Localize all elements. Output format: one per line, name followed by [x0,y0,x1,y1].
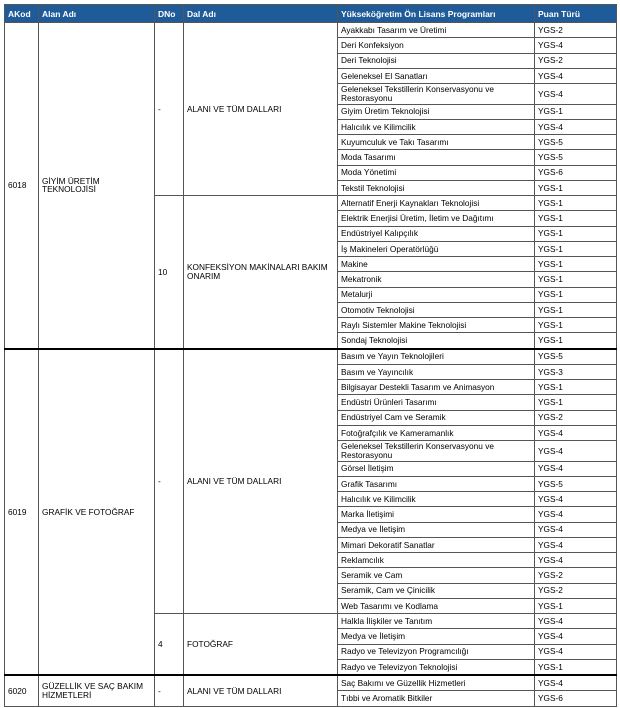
puan-turu-cell: YGS-6 [535,691,617,706]
puan-turu-cell: YGS-1 [535,226,617,241]
puan-turu-cell: YGS-4 [535,425,617,440]
puan-turu-cell: YGS-4 [535,553,617,568]
table-row [5,23,617,38]
puan-turu-cell: YGS-4 [535,675,617,691]
puan-turu-cell: YGS-1 [535,395,617,410]
puan-turu-cell: YGS-6 [535,165,617,180]
program-name-cell: Sondaj Teknolojisi [338,333,535,349]
program-name-cell: Radyo ve Televizyon Teknolojisi [338,659,535,675]
program-name-cell: Geleneksel Tekstillerin Konservasyonu ve Restorasyonu [338,441,535,462]
dno-cell: - [155,23,184,196]
puan-turu-cell: YGS-4 [535,461,617,476]
dno-cell: 10 [155,196,184,349]
program-name-cell: Tıbbi ve Aromatik Bitkiler [338,691,535,706]
dno-cell: - [155,349,184,614]
akod-cell: 6020 [5,675,39,706]
program-name-cell: Halıcılık ve Kilimcilik [338,119,535,134]
puan-turu-cell: YGS-3 [535,364,617,379]
program-name-cell: Moda Yönetimi [338,165,535,180]
puan-turu-cell: YGS-1 [535,318,617,333]
puan-turu-cell: YGS-1 [535,211,617,226]
header-dno: DNo [155,5,184,23]
dal-adi-cell: ALANI VE TÜM DALLARI [184,23,338,196]
puan-turu-cell: YGS-4 [535,84,617,105]
header-programs: Yükseköğretim Ön Lisans Programları [338,5,535,23]
program-name-cell: Geleneksel El Sanatları [338,68,535,83]
table-body [5,23,617,707]
header-row [5,5,617,23]
puan-turu-cell: YGS-1 [535,659,617,675]
puan-turu-cell: YGS-1 [535,241,617,256]
program-name-cell: İş Makineleri Operatörlüğü [338,241,535,256]
puan-turu-cell: YGS-1 [535,380,617,395]
dal-adi-cell: ALANI VE TÜM DALLARI [184,675,338,706]
puan-turu-cell: YGS-2 [535,568,617,583]
program-name-cell: Endüstriyel Cam ve Seramik [338,410,535,425]
program-name-cell: Alternatif Enerji Kaynakları Teknolojisi [338,196,535,211]
puan-turu-cell: YGS-5 [535,349,617,365]
program-name-cell: Tekstil Teknolojisi [338,180,535,195]
program-name-cell: Radyo ve Televizyon Programcılığı [338,644,535,659]
header-akod: AKod [5,5,39,23]
program-name-cell: Deri Teknolojisi [338,53,535,68]
table-row [5,349,617,365]
program-name-cell: Ayakkabı Tasarım ve Üretimi [338,23,535,38]
program-name-cell: Medya ve İletişim [338,629,535,644]
puan-turu-cell: YGS-1 [535,180,617,195]
program-name-cell: Mekatronik [338,272,535,287]
program-name-cell: Deri Konfeksiyon [338,38,535,53]
header-puan-turu: Puan Türü [535,5,617,23]
dal-adi-cell: KONFEKSİYON MAKİNALARI BAKIM ONARIM [184,196,338,349]
program-name-cell: Grafik Tasarımı [338,476,535,491]
puan-turu-cell: YGS-4 [535,537,617,552]
program-name-cell: Basım ve Yayıncılık [338,364,535,379]
puan-turu-cell: YGS-1 [535,257,617,272]
dno-cell: 4 [155,614,184,676]
puan-turu-cell: YGS-5 [535,135,617,150]
programs-table [4,4,617,707]
program-name-cell: Medya ve İletişim [338,522,535,537]
puan-turu-cell: YGS-4 [535,38,617,53]
program-name-cell: Elektrik Enerjisi Üretim, İletim ve Dağıtımı [338,211,535,226]
program-name-cell: Seramik, Cam ve Çinicilik [338,583,535,598]
puan-turu-cell: YGS-1 [535,196,617,211]
puan-turu-cell: YGS-4 [535,629,617,644]
puan-turu-cell: YGS-4 [535,522,617,537]
program-name-cell: Fotoğrafçılık ve Kameramanlık [338,425,535,440]
program-name-cell: Endüstriyel Kalıpçılık [338,226,535,241]
puan-turu-cell: YGS-1 [535,333,617,349]
puan-turu-cell: YGS-4 [535,492,617,507]
program-name-cell: Görsel İletişim [338,461,535,476]
akod-cell: 6019 [5,349,39,676]
program-name-cell: Web Tasarımı ve Kodlama [338,598,535,613]
program-name-cell: Reklamcılık [338,553,535,568]
dno-cell: - [155,675,184,706]
puan-turu-cell: YGS-1 [535,104,617,119]
program-name-cell: Endüstri Ürünleri Tasarımı [338,395,535,410]
table-row [5,675,617,691]
puan-turu-cell: YGS-1 [535,272,617,287]
program-name-cell: Bilgisayar Destekli Tasarım ve Animasyon [338,380,535,395]
header-dal-adi: Dal Adı [184,5,338,23]
puan-turu-cell: YGS-1 [535,287,617,302]
program-name-cell: Giyim Üretim Teknolojisi [338,104,535,119]
puan-turu-cell: YGS-4 [535,441,617,462]
program-name-cell: Halıcılık ve Kilimcilik [338,492,535,507]
alan-adi-cell: GÜZELLİK VE SAÇ BAKIM HİZMETLERİ [39,675,155,706]
puan-turu-cell: YGS-2 [535,23,617,38]
program-name-cell: Makine [338,257,535,272]
puan-turu-cell: YGS-4 [535,119,617,134]
puan-turu-cell: YGS-1 [535,302,617,317]
dal-adi-cell: ALANI VE TÜM DALLARI [184,349,338,614]
program-name-cell: Kuyumculuk ve Takı Tasarımı [338,135,535,150]
program-name-cell: Moda Tasarımı [338,150,535,165]
puan-turu-cell: YGS-4 [535,614,617,629]
puan-turu-cell: YGS-2 [535,53,617,68]
program-name-cell: Seramik ve Cam [338,568,535,583]
dal-adi-cell: FOTOĞRAF [184,614,338,676]
puan-turu-cell: YGS-2 [535,583,617,598]
akod-cell: 6018 [5,23,39,349]
alan-adi-cell: GİYİM ÜRETİM TEKNOLOJİSİ [39,23,155,349]
alan-adi-cell: GRAFİK VE FOTOĞRAF [39,349,155,676]
program-name-cell: Mimari Dekoratif Sanatlar [338,537,535,552]
program-name-cell: Raylı Sistemler Makine Teknolojisi [338,318,535,333]
program-name-cell: Geleneksel Tekstillerin Konservasyonu ve Restorasyonu [338,84,535,105]
program-name-cell: Otomotiv Teknolojisi [338,302,535,317]
header-alan-adi: Alan Adı [39,5,155,23]
puan-turu-cell: YGS-5 [535,476,617,491]
puan-turu-cell: YGS-1 [535,598,617,613]
program-name-cell: Basım ve Yayın Teknolojileri [338,349,535,365]
puan-turu-cell: YGS-4 [535,68,617,83]
program-name-cell: Marka İletişimi [338,507,535,522]
program-name-cell: Halkla İlişkiler ve Tanıtım [338,614,535,629]
puan-turu-cell: YGS-4 [535,644,617,659]
puan-turu-cell: YGS-2 [535,410,617,425]
program-name-cell: Saç Bakımı ve Güzellik Hizmetleri [338,675,535,691]
puan-turu-cell: YGS-4 [535,507,617,522]
program-name-cell: Metalurji [338,287,535,302]
puan-turu-cell: YGS-5 [535,150,617,165]
